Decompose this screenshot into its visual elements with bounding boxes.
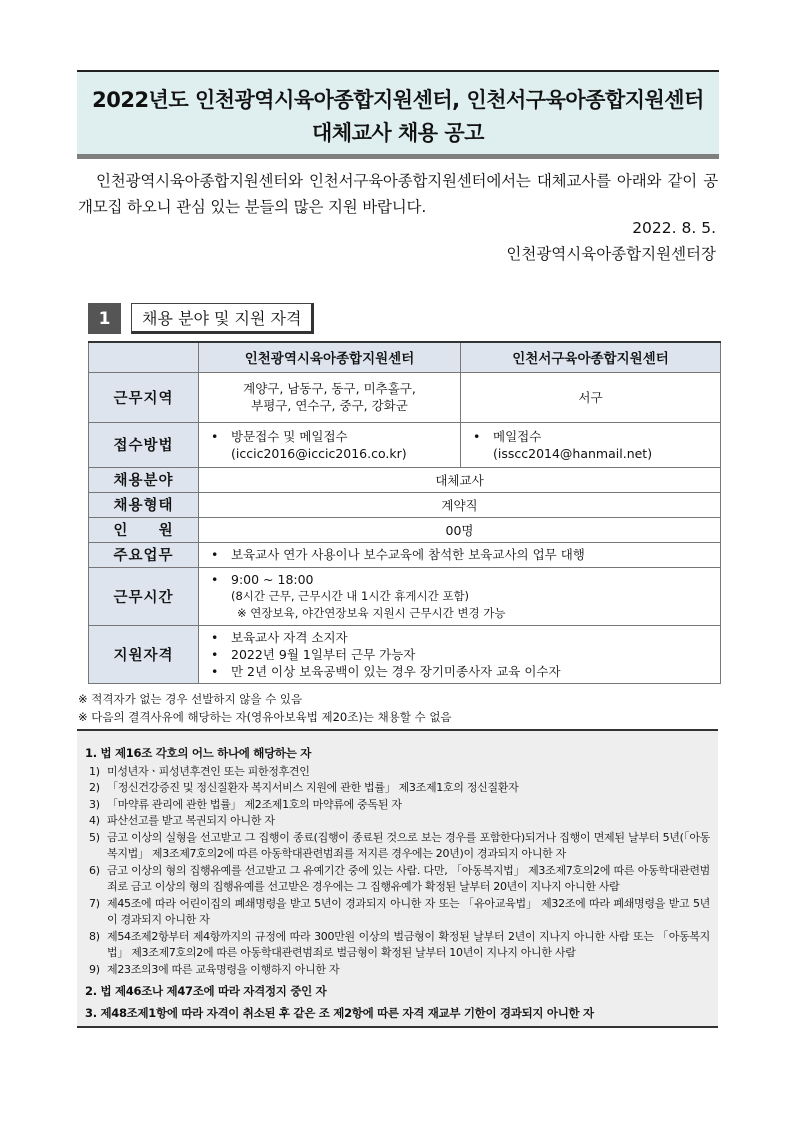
hours-cell [199, 567, 721, 625]
disq-heading-1: 1. 법 제16조 각호의 어느 하나에 해당하는 자 [85, 746, 312, 760]
apply-incheon [199, 422, 461, 467]
bullet-icon: • [211, 428, 219, 444]
bullet-icon: • [211, 663, 219, 679]
row-label-type: 채용형태 [89, 492, 199, 517]
list-item-number: 8) [89, 929, 100, 943]
row-label-count: 인 원 [89, 517, 199, 542]
row-label-duty: 주요업무 [89, 542, 199, 567]
row-label-work-area: 근무지역 [89, 372, 199, 422]
title-box [77, 70, 719, 159]
list-item-text: 금고 이상의 형의 집행유예를 선고받고 그 유예기간 중에 있는 사람. 다만, 「아동복지법」 제3조제7호의2에 따른 아동학대관련범죄로 금고 이상의 형의 집행유예를 선고받은 경우에는 그 집행유예가 확정된 날부터 20년이 지나지 아니한 사람 [107, 863, 710, 893]
list-item-number: 1) [89, 764, 100, 778]
column-header-seogu: 인천서구육아종합지원센터 [461, 342, 721, 372]
page-title: 2022년도 인천광역시육아종합지원센터, 인천서구육아종합지원센터 [92, 88, 704, 112]
list-item-text: 금고 이상의 실형을 선고받고 그 집행이 종료(집행이 종료된 것으로 보는 경우를 포함한다)되거나 집행이 면제된 날부터 5년(「아동복지법」 제3조제7호의2에 따른 아동학대관련범죄를 저지른 경우에는 20년)이 경과되지 아니한 자 [107, 830, 710, 860]
notice-date: 2022. 8. 5. [632, 219, 716, 237]
duty-cell [199, 542, 721, 567]
list-item-number: 9) [89, 962, 100, 976]
bullet-icon: • [211, 547, 219, 562]
list-item-text: 제54조제2항부터 제4항까지의 규정에 따라 300만원 이상의 벌금형이 확정된 날부터 2년이 지나지 아니한 사람 또는 「아동복지법」 제3조제7호의2에 따른 아동학대관련범죄로 벌금형이 확정된 날부터 10년이 지나지 아니한 사람 [107, 929, 710, 959]
list-item-number: 3) [89, 797, 100, 811]
list-item-text: 「정신건강증진 및 정신질환자 복지서비스 지원에 관한 법률」 제3조제1호의 정신질환자 [107, 781, 519, 794]
duty-value: 보육교사 연가 사용이나 보수교육에 참석한 보육교사의 업무 대행 [231, 547, 585, 562]
disq-heading-3: 3. 제48조제1항에 따라 자격이 취소된 후 같은 조 제2항에 따른 자격 재교부 기한이 경과되지 아니한 자 [85, 1005, 594, 1020]
bullet-icon: • [211, 629, 219, 645]
work-area-incheon-line2: 부평구, 연수구, 중구, 강화군 [251, 398, 408, 413]
type-value: 계약직 [199, 492, 721, 517]
row-label-apply: 접수방법 [89, 422, 199, 467]
list-item-number: 5) [89, 830, 100, 844]
list-item [85, 830, 710, 863]
list-item-text: 제23조의3에 따른 교육명령을 이행하지 아니한 자 [107, 962, 340, 976]
disqualification-box [77, 729, 718, 1028]
section-number: 1 [88, 303, 121, 334]
list-item [85, 863, 710, 896]
list-item [85, 896, 710, 929]
list-item [85, 780, 710, 797]
row-label-hours: 근무시간 [89, 567, 199, 625]
section-1-heading [88, 303, 314, 335]
list-item-number: 2) [89, 781, 100, 794]
count-value: 00명 [199, 517, 721, 542]
notes [78, 690, 452, 726]
bullet-icon: • [211, 571, 219, 587]
list-item-number: 4) [89, 814, 100, 827]
list-item-text: 「마약류 관리에 관한 법률」 제2조제1호의 마약류에 중독된 자 [107, 797, 402, 811]
section-title: 채용 분야 및 지원 자격 [131, 303, 314, 334]
bullet-icon: • [211, 646, 219, 662]
work-area-incheon [199, 372, 461, 422]
list-item-text: 제45조에 따라 어린이집의 폐쇄명령을 받고 5년이 경과되지 아니한 자 또는 「유아교육법」 제32조에 따라 폐쇄명령을 받고 5년이 경과되지 아니한 자 [107, 896, 710, 926]
intro-paragraph: 인천광역시육아종합지원센터와 인천서구육아종합지원센터에서는 대체교사를 아래와 같이 공개모집 하오니 관심 있는 분들의 많은 지원 바랍니다. [78, 172, 718, 216]
apply-seogu [461, 422, 721, 467]
note-no-suitable: ※ 적격자가 없는 경우 선발하지 않을 수 있음 [78, 692, 303, 706]
apply-seogu-method: 메일접수 [493, 428, 542, 444]
hours-note-extended: ※ 연장보육, 야간연장보육 지원시 근무시간 변경 가능 [237, 605, 506, 620]
apply-incheon-email: (iccic2016@iccic2016.co.kr) [231, 445, 407, 461]
row-label-field: 채용분야 [89, 467, 199, 492]
hours-time: 9:00 ~ 18:00 [231, 571, 314, 587]
qualification-cell [199, 625, 721, 683]
list-item [85, 764, 710, 781]
list-item [85, 929, 710, 962]
list-item-text: 파산선고를 받고 복권되지 아니한 자 [107, 814, 275, 827]
column-header-incheon: 인천광역시육아종합지원센터 [199, 342, 461, 372]
list-item [85, 797, 710, 814]
list-item [85, 813, 710, 830]
field-value: 대체교사 [199, 467, 721, 492]
qualification-item: 만 2년 이상 보육공백이 있는 경우 장기미종사자 교육 이수자 [231, 663, 561, 679]
list-item [85, 962, 710, 979]
apply-incheon-method: 방문접수 및 메일접수 [231, 428, 348, 444]
qualification-item: 보육교사 자격 소지자 [231, 629, 348, 645]
work-area-incheon-line1: 계양구, 남동구, 동구, 미추홀구, [243, 381, 416, 396]
list-item-text: 미성년자ㆍ피성년후견인 또는 피한정후견인 [107, 764, 310, 778]
notice-signer: 인천광역시육아종합지원센터장 [506, 245, 716, 263]
table-corner [89, 342, 199, 372]
apply-seogu-email: (isscc2014@hanmail.net) [493, 445, 653, 461]
bullet-icon: • [473, 428, 481, 444]
recruitment-table [88, 341, 721, 684]
list-item-number: 7) [89, 896, 100, 910]
work-area-seogu: 서구 [461, 372, 721, 422]
qualification-item: 2022년 9월 1일부터 근무 가능자 [231, 646, 416, 662]
note-disqualification: ※ 다음의 결격사유에 해당하는 자(영유아보육법 제20조)는 채용할 수 없음 [78, 710, 452, 724]
disq-heading-2: 2. 법 제46조나 제47조에 따라 자격정지 중인 자 [85, 984, 327, 998]
row-label-qualification: 지원자격 [89, 625, 199, 683]
hours-note-break: (8시간 근무, 근무시간 내 1시간 휴게시간 포함) [231, 588, 470, 603]
page-subtitle: 대체교사 채용 공고 [312, 121, 484, 145]
list-item-number: 6) [89, 863, 100, 877]
